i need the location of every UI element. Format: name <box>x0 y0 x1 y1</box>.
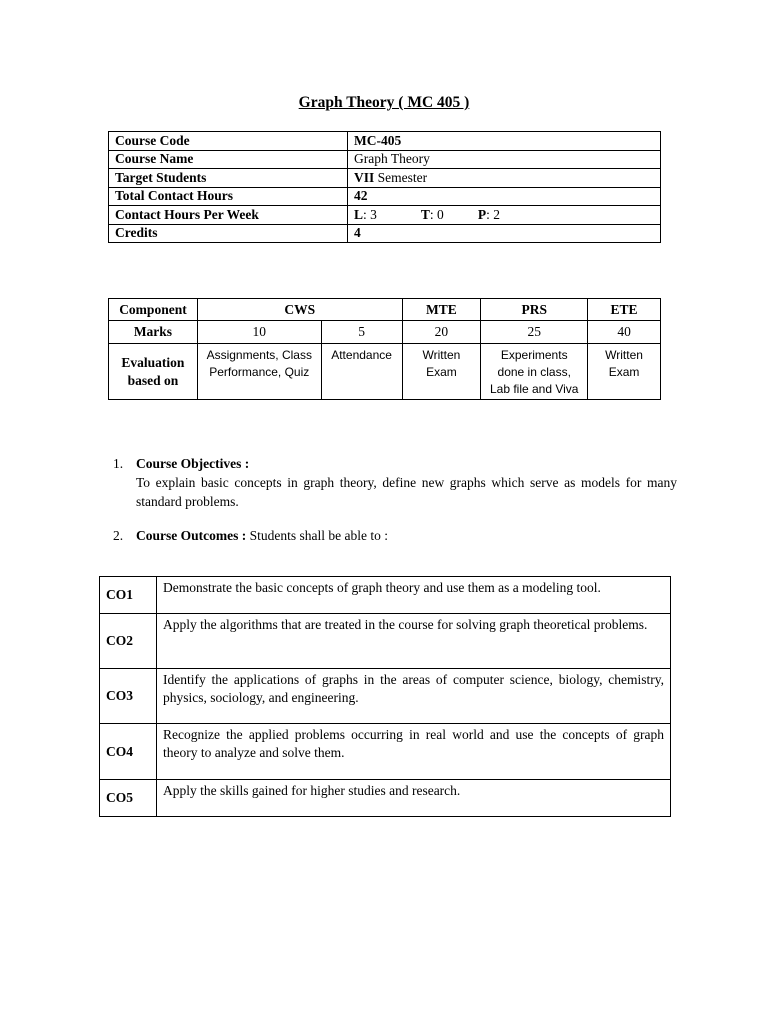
outcomes-heading: Course Outcomes : <box>136 528 247 543</box>
mte-header: MTE <box>402 299 481 321</box>
component-header-row <box>109 299 661 321</box>
tutorial-value: : 0 <box>429 206 444 222</box>
marks-row <box>109 321 661 344</box>
practical-label: P <box>477 206 487 222</box>
evaluation-components-table <box>108 298 661 400</box>
evaluation-label-line1: Evaluation <box>121 354 185 370</box>
semester-word: Semester <box>374 169 428 185</box>
marks-cws-attendance: 5 <box>321 321 402 344</box>
practical-value: : 2 <box>486 206 500 222</box>
marks-label: Marks <box>109 321 198 344</box>
outcome-text: Recognize the applied problems occurring in real world and use the concepts of graph theory to analyze and solve them. <box>157 724 671 780</box>
outcome-id: CO3 <box>100 669 157 724</box>
evaluation-row <box>109 344 661 400</box>
cws-header: CWS <box>197 299 402 321</box>
outcome-text: Apply the algorithms that are treated in the course for solving graph theoretical problems. <box>157 614 671 669</box>
total-contact-hours-label: Total Contact Hours <box>109 187 348 206</box>
evaluation-mte: Written Exam <box>402 344 481 400</box>
evaluation-prs: Experiments done in class, Lab file and Viva <box>481 344 588 400</box>
total-contact-hours-value: 42 <box>348 187 661 206</box>
course-outcomes-table <box>99 576 671 817</box>
marks-prs: 25 <box>481 321 588 344</box>
evaluation-cws-attendance: Attendance <box>321 344 402 400</box>
marks-cws-assignments: 10 <box>197 321 321 344</box>
contact-hours-per-week-row <box>109 206 661 225</box>
prs-header: PRS <box>481 299 588 321</box>
tutorial-label: T <box>420 206 430 222</box>
outcome-id: CO1 <box>100 577 157 614</box>
semester-number: VII <box>354 169 375 185</box>
evaluation-ete: Written Exam <box>588 344 661 400</box>
lecture-value: : 3 <box>363 206 377 222</box>
outcome-text: Demonstrate the basic concepts of graph theory and use them as a modeling tool. <box>157 577 671 614</box>
evaluation-label <box>109 344 198 400</box>
outcome-row <box>100 577 671 614</box>
outcomes-number: 2. <box>113 528 124 543</box>
lecture-label: L <box>354 206 364 222</box>
target-students-label: Target Students <box>109 169 348 188</box>
outcome-row <box>100 614 671 669</box>
course-code-label: Course Code <box>109 132 348 151</box>
component-header: Component <box>109 299 198 321</box>
target-students-row <box>109 169 661 188</box>
course-name-label: Course Name <box>109 150 348 169</box>
evaluation-cws-assignments: Assignments, Class Performance, Quiz <box>197 344 321 400</box>
marks-ete: 40 <box>588 321 661 344</box>
credits-row <box>109 224 661 243</box>
objectives-heading: Course Objectives : <box>136 456 250 471</box>
outcome-row <box>100 780 671 817</box>
objectives-number: 1. <box>113 456 124 471</box>
course-name-row <box>109 150 661 169</box>
evaluation-label-line2: based on <box>127 372 179 388</box>
course-outcomes-section <box>113 527 683 547</box>
course-objectives-section <box>113 455 683 515</box>
course-code-value: MC-405 <box>348 132 661 151</box>
target-students-value <box>348 169 661 188</box>
outcome-text: Apply the skills gained for higher studies and research. <box>157 780 671 817</box>
outcome-id: CO2 <box>100 614 157 669</box>
outcome-row <box>100 724 671 780</box>
outcome-id: CO4 <box>100 724 157 780</box>
course-name-value: Graph Theory <box>348 150 661 169</box>
contact-hours-per-week-label: Contact Hours Per Week <box>109 206 348 225</box>
page-title: Graph Theory ( MC 405 ) <box>298 94 470 111</box>
outcome-text: Identify the applications of graphs in the areas of computer science, biology, chemistry, physics, sociology, and engineering. <box>157 669 671 724</box>
credits-value: 4 <box>348 224 661 243</box>
course-info-table <box>108 131 661 243</box>
objectives-text: To explain basic concepts in graph theory, define new graphs which serve as models for many standard problems. <box>136 475 677 509</box>
contact-hours-per-week-value <box>348 206 661 225</box>
marks-mte: 20 <box>402 321 481 344</box>
credits-label: Credits <box>109 224 348 243</box>
ete-header: ETE <box>588 299 661 321</box>
outcome-id: CO5 <box>100 780 157 817</box>
course-code-row <box>109 132 661 151</box>
outcome-row <box>100 669 671 724</box>
outcomes-subtext: Students shall be able to : <box>246 528 388 543</box>
total-contact-hours-row <box>109 187 661 206</box>
